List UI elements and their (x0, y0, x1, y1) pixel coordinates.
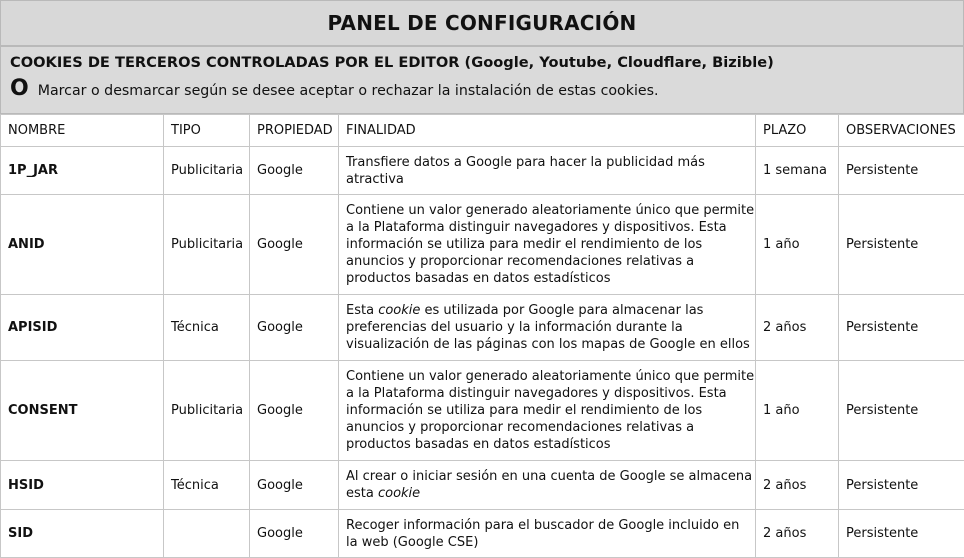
cookie-purpose: Esta cookie es utilizada por Google para almacenar las preferencias del usuario y la información durante la visualización de las páginas con los mapas de Google en ellos (339, 295, 756, 361)
cookie-purpose: Recoger información para el buscador de Google incluido en la web (Google CSE) (339, 510, 756, 558)
cookie-owner: Google (250, 147, 339, 195)
column-header-type: TIPO (164, 115, 250, 147)
category-title: COOKIES DE TERCEROS CONTROLADAS POR EL EDITOR (Google, Youtube, Cloudflare, Bizible) (10, 54, 774, 71)
cookie-purpose: Contiene un valor generado aleatoriamente único que permite a la Plataforma distinguir navegadores y dispositivos. Esta información se utiliza para medir el rendimiento de los anuncios y proporcionar recomendaciones relativas a productos basadas en datos estadísticos (339, 361, 756, 461)
table-row (1, 461, 964, 510)
cookie-table (0, 114, 964, 558)
table-row (1, 195, 964, 295)
cookie-owner: Google (250, 295, 339, 361)
table-row (1, 510, 964, 558)
table-row (1, 147, 964, 195)
cookie-notes: Persistente (839, 510, 964, 558)
cookie-owner: Google (250, 361, 339, 461)
column-header-purpose: FINALIDAD (339, 115, 756, 147)
table-row (1, 295, 964, 361)
category-toggle-row (10, 77, 659, 101)
column-header-notes: OBSERVACIONES (839, 115, 964, 147)
cookie-name: CONSENT (1, 361, 164, 461)
cookie-name: SID (1, 510, 164, 558)
column-header-term: PLAZO (756, 115, 839, 147)
cookie-term: 1 año (756, 361, 839, 461)
cookie-term: 2 años (756, 510, 839, 558)
cookie-purpose: Contiene un valor generado aleatoriamente único que permite a la Plataforma distinguir navegadores y dispositivos. Esta información se utiliza para medir el rendimiento de los anuncios y proporcionar recomendaciones relativas a productos basadas en datos estadísticos (339, 195, 756, 295)
cookie-term: 2 años (756, 461, 839, 510)
cookie-type: Publicitaria (164, 361, 250, 461)
cookie-name: APISID (1, 295, 164, 361)
category-toggle-checkbox[interactable]: O (10, 77, 29, 101)
cookie-type: Técnica (164, 461, 250, 510)
column-header-owner: PROPIEDAD (250, 115, 339, 147)
cookie-notes: Persistente (839, 147, 964, 195)
cookie-notes: Persistente (839, 195, 964, 295)
table-header-row (1, 115, 964, 147)
cookie-category-header (0, 46, 964, 114)
cookie-notes: Persistente (839, 295, 964, 361)
cookie-notes: Persistente (839, 461, 964, 510)
cookie-purpose: Transfiere datos a Google para hacer la publicidad más atractiva (339, 147, 756, 195)
cookie-type: Publicitaria (164, 195, 250, 295)
cookie-term: 1 semana (756, 147, 839, 195)
cookie-notes: Persistente (839, 361, 964, 461)
cookie-term: 1 año (756, 195, 839, 295)
cookie-purpose: Al crear o iniciar sesión en una cuenta de Google se almacena esta cookie (339, 461, 756, 510)
cookie-owner: Google (250, 195, 339, 295)
cookie-name: HSID (1, 461, 164, 510)
column-header-name: NOMBRE (1, 115, 164, 147)
cookie-type (164, 510, 250, 558)
cookie-name: ANID (1, 195, 164, 295)
panel-title: PANEL DE CONFIGURACIÓN (0, 0, 964, 46)
cookie-owner: Google (250, 510, 339, 558)
cookie-term: 2 años (756, 295, 839, 361)
cookie-type: Técnica (164, 295, 250, 361)
cookie-owner: Google (250, 461, 339, 510)
cookie-name: 1P_JAR (1, 147, 164, 195)
cookie-type: Publicitaria (164, 147, 250, 195)
table-row (1, 361, 964, 461)
category-description: Marcar o desmarcar según se desee aceptar o rechazar la instalación de estas cookies. (38, 83, 659, 99)
